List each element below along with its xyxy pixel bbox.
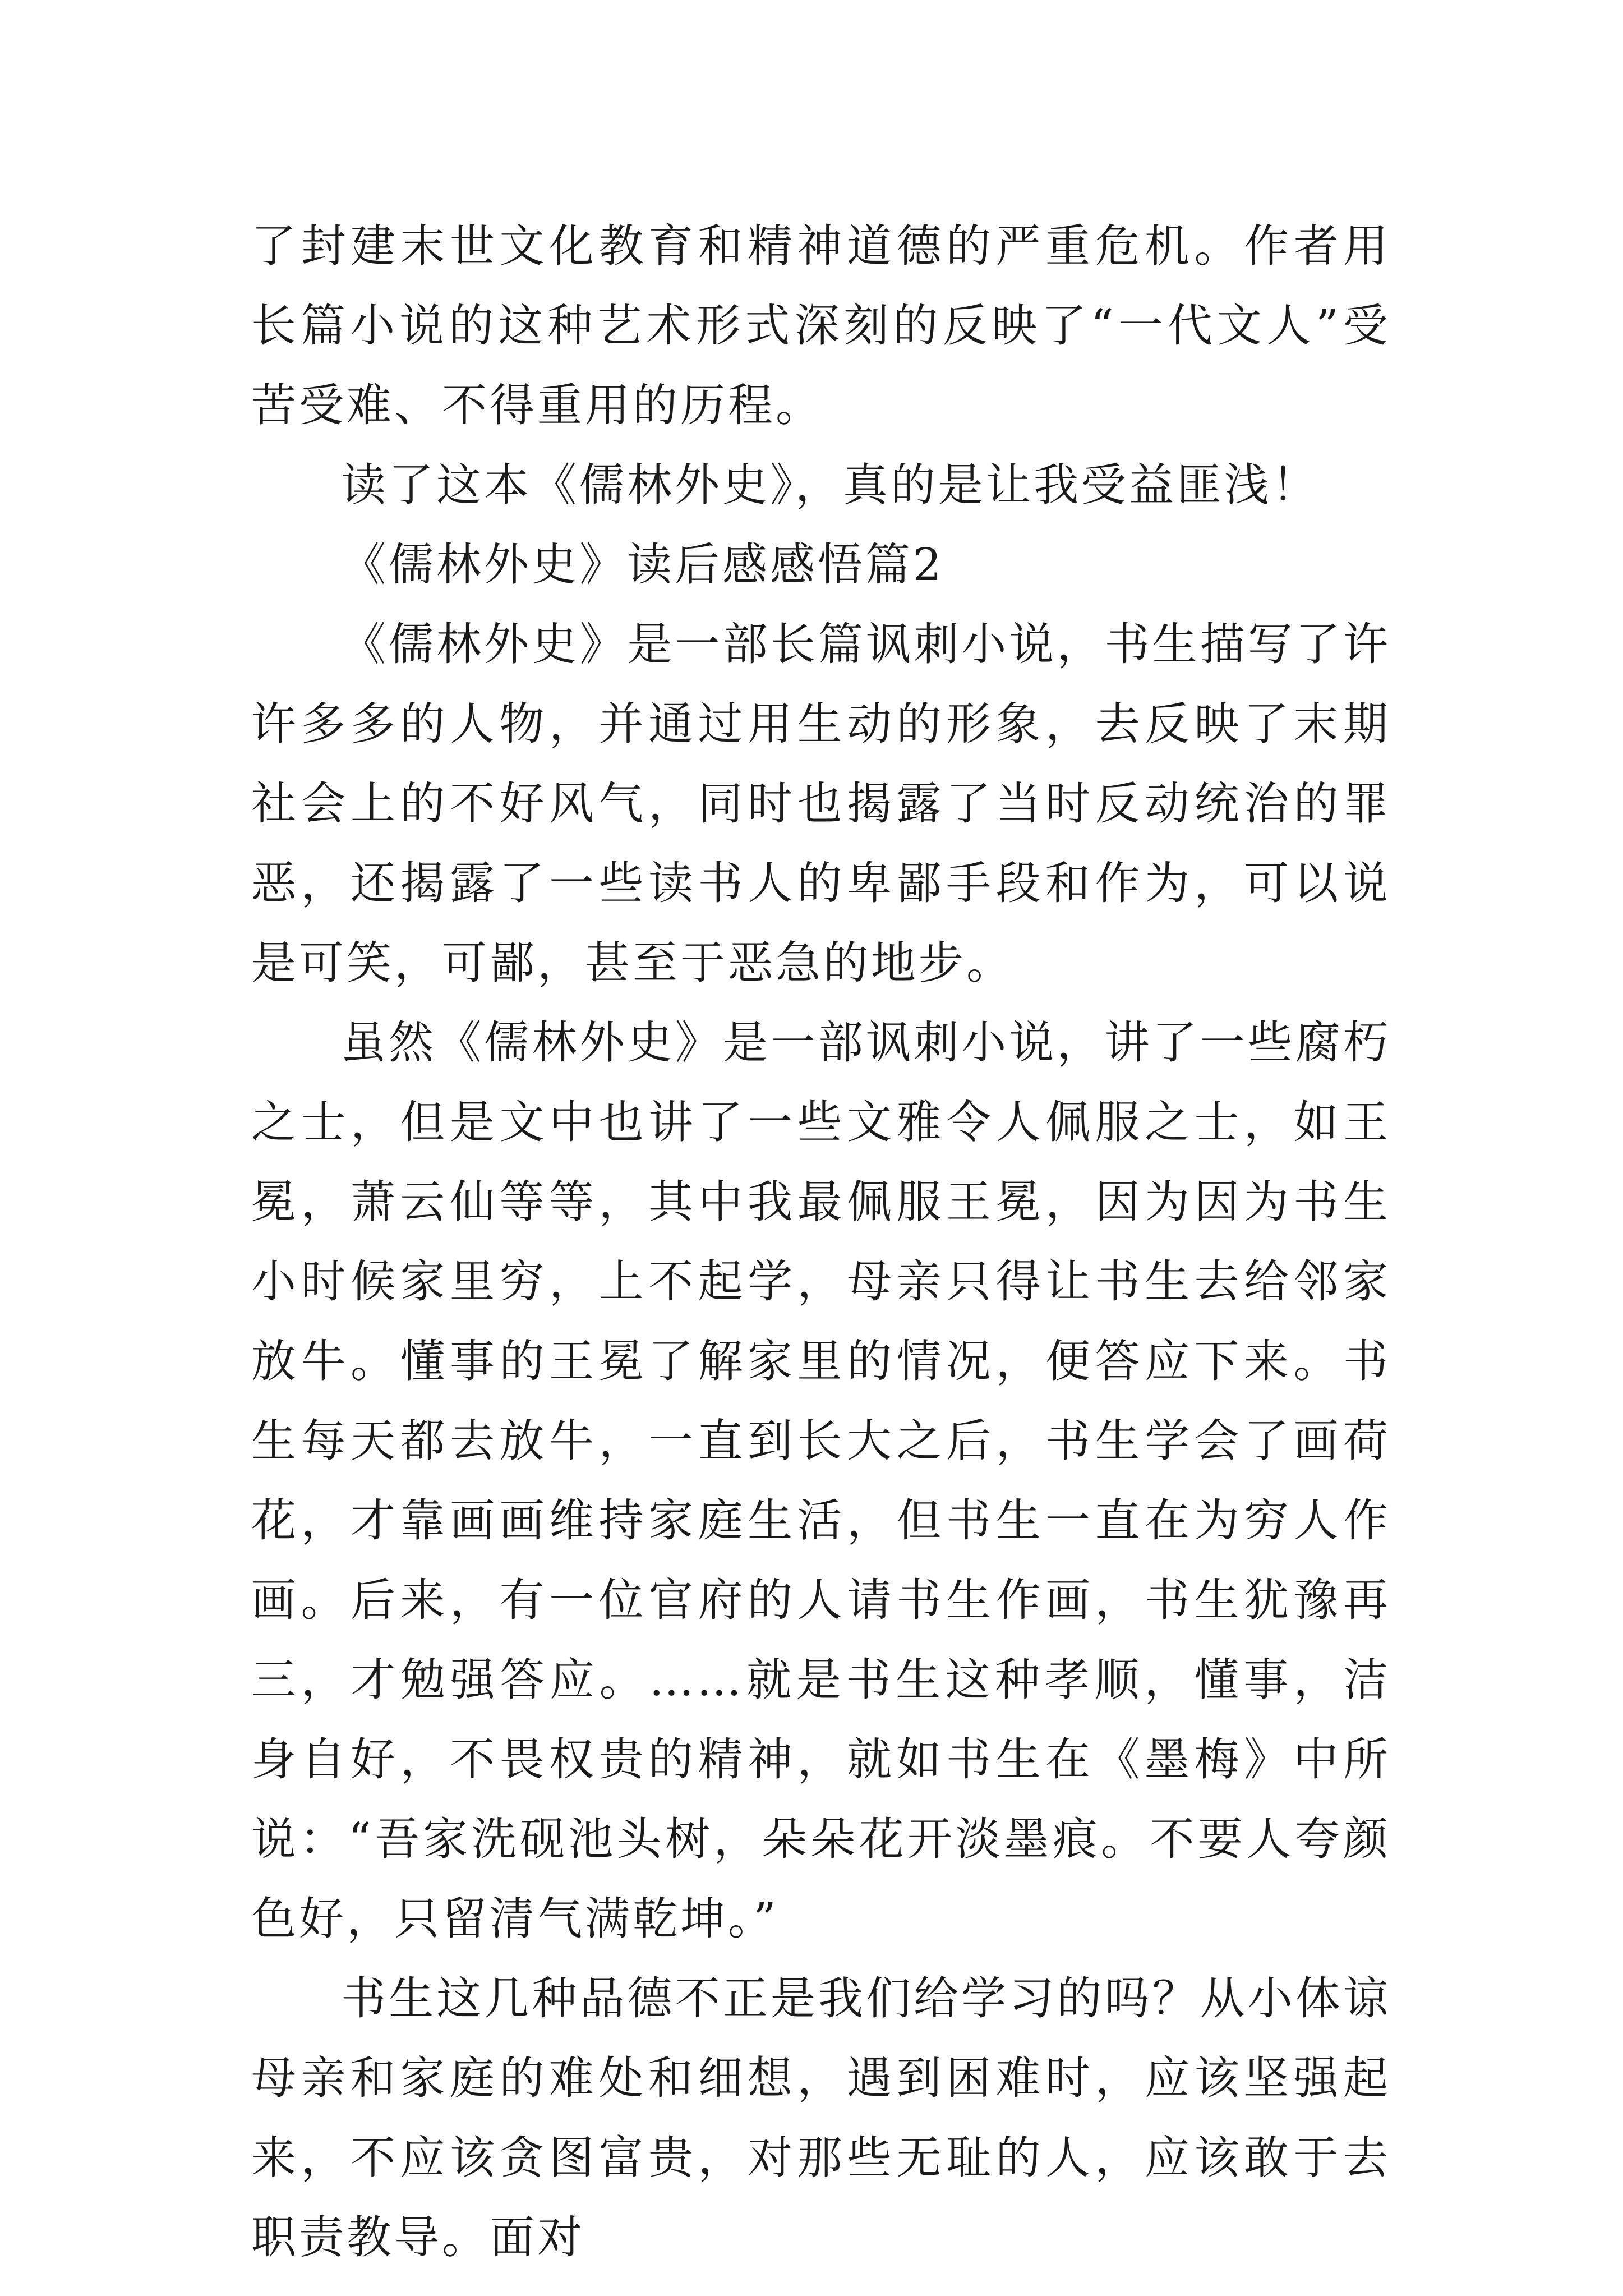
paragraph-summary: 读了这本《儒林外史》，真的是让我受益匪浅！ <box>341 459 1320 511</box>
section-heading: 《儒林外史》读后感感悟篇2 <box>341 539 944 591</box>
paragraph-wang-mian: 虽然《儒林外史》是一部讽刺小说，讲了一些腐朽之士，但是文中也讲了一些文雅令人佩服之士，如王冕，萧云仙等等，其中我最佩服王冕，因为因为书生小时候家里穷，上不起学，母亲只得让书生去给邻家放牛。懂事的王冕了解家里的情况，便答应下来。书生每天都去放牛，一直到长大之后，书生学会了画荷花，才靠画画维持家庭生活，但书生一直在为穷人作画。后来，有一位官府的人请书生作画，书生犹豫再三，才勉强答应。……就是书生这种孝顺，懂事，洁身自好，不畏权贵的精神，就如书生在《墨梅》中所说：“吾家洗砚池头树，朵朵花开淡墨痕。不要人夸颜色好，只留清气满乾坤。” <box>251 1016 1391 1945</box>
paragraph-intro: 《儒林外史》是一部长篇讽刺小说，书生描写了许许多多的人物，并通过用生动的形象，去反映了末期社会上的不好风气，同时也揭露了当时反动统治的罪恶，还揭露了一些读书人的卑鄙手段和作为，可以说是可笑，可鄙，甚至于恶急的地步。 <box>251 618 1391 989</box>
paragraph-virtues: 书生这几种品德不正是我们给学习的吗？从小体谅母亲和家庭的难处和细想，遇到困难时，应该坚强起来，不应该贪图富贵，对那些无耻的人，应该敢于去职责教导。面对 <box>251 1972 1391 2263</box>
document-body <box>251 206 1391 2277</box>
paragraph-continuation: 了封建末世文化教育和精神道德的严重危机。作者用长篇小说的这种艺术形式深刻的反映了“一代文人”受苦受难、不得重用的历程。 <box>251 220 1391 431</box>
